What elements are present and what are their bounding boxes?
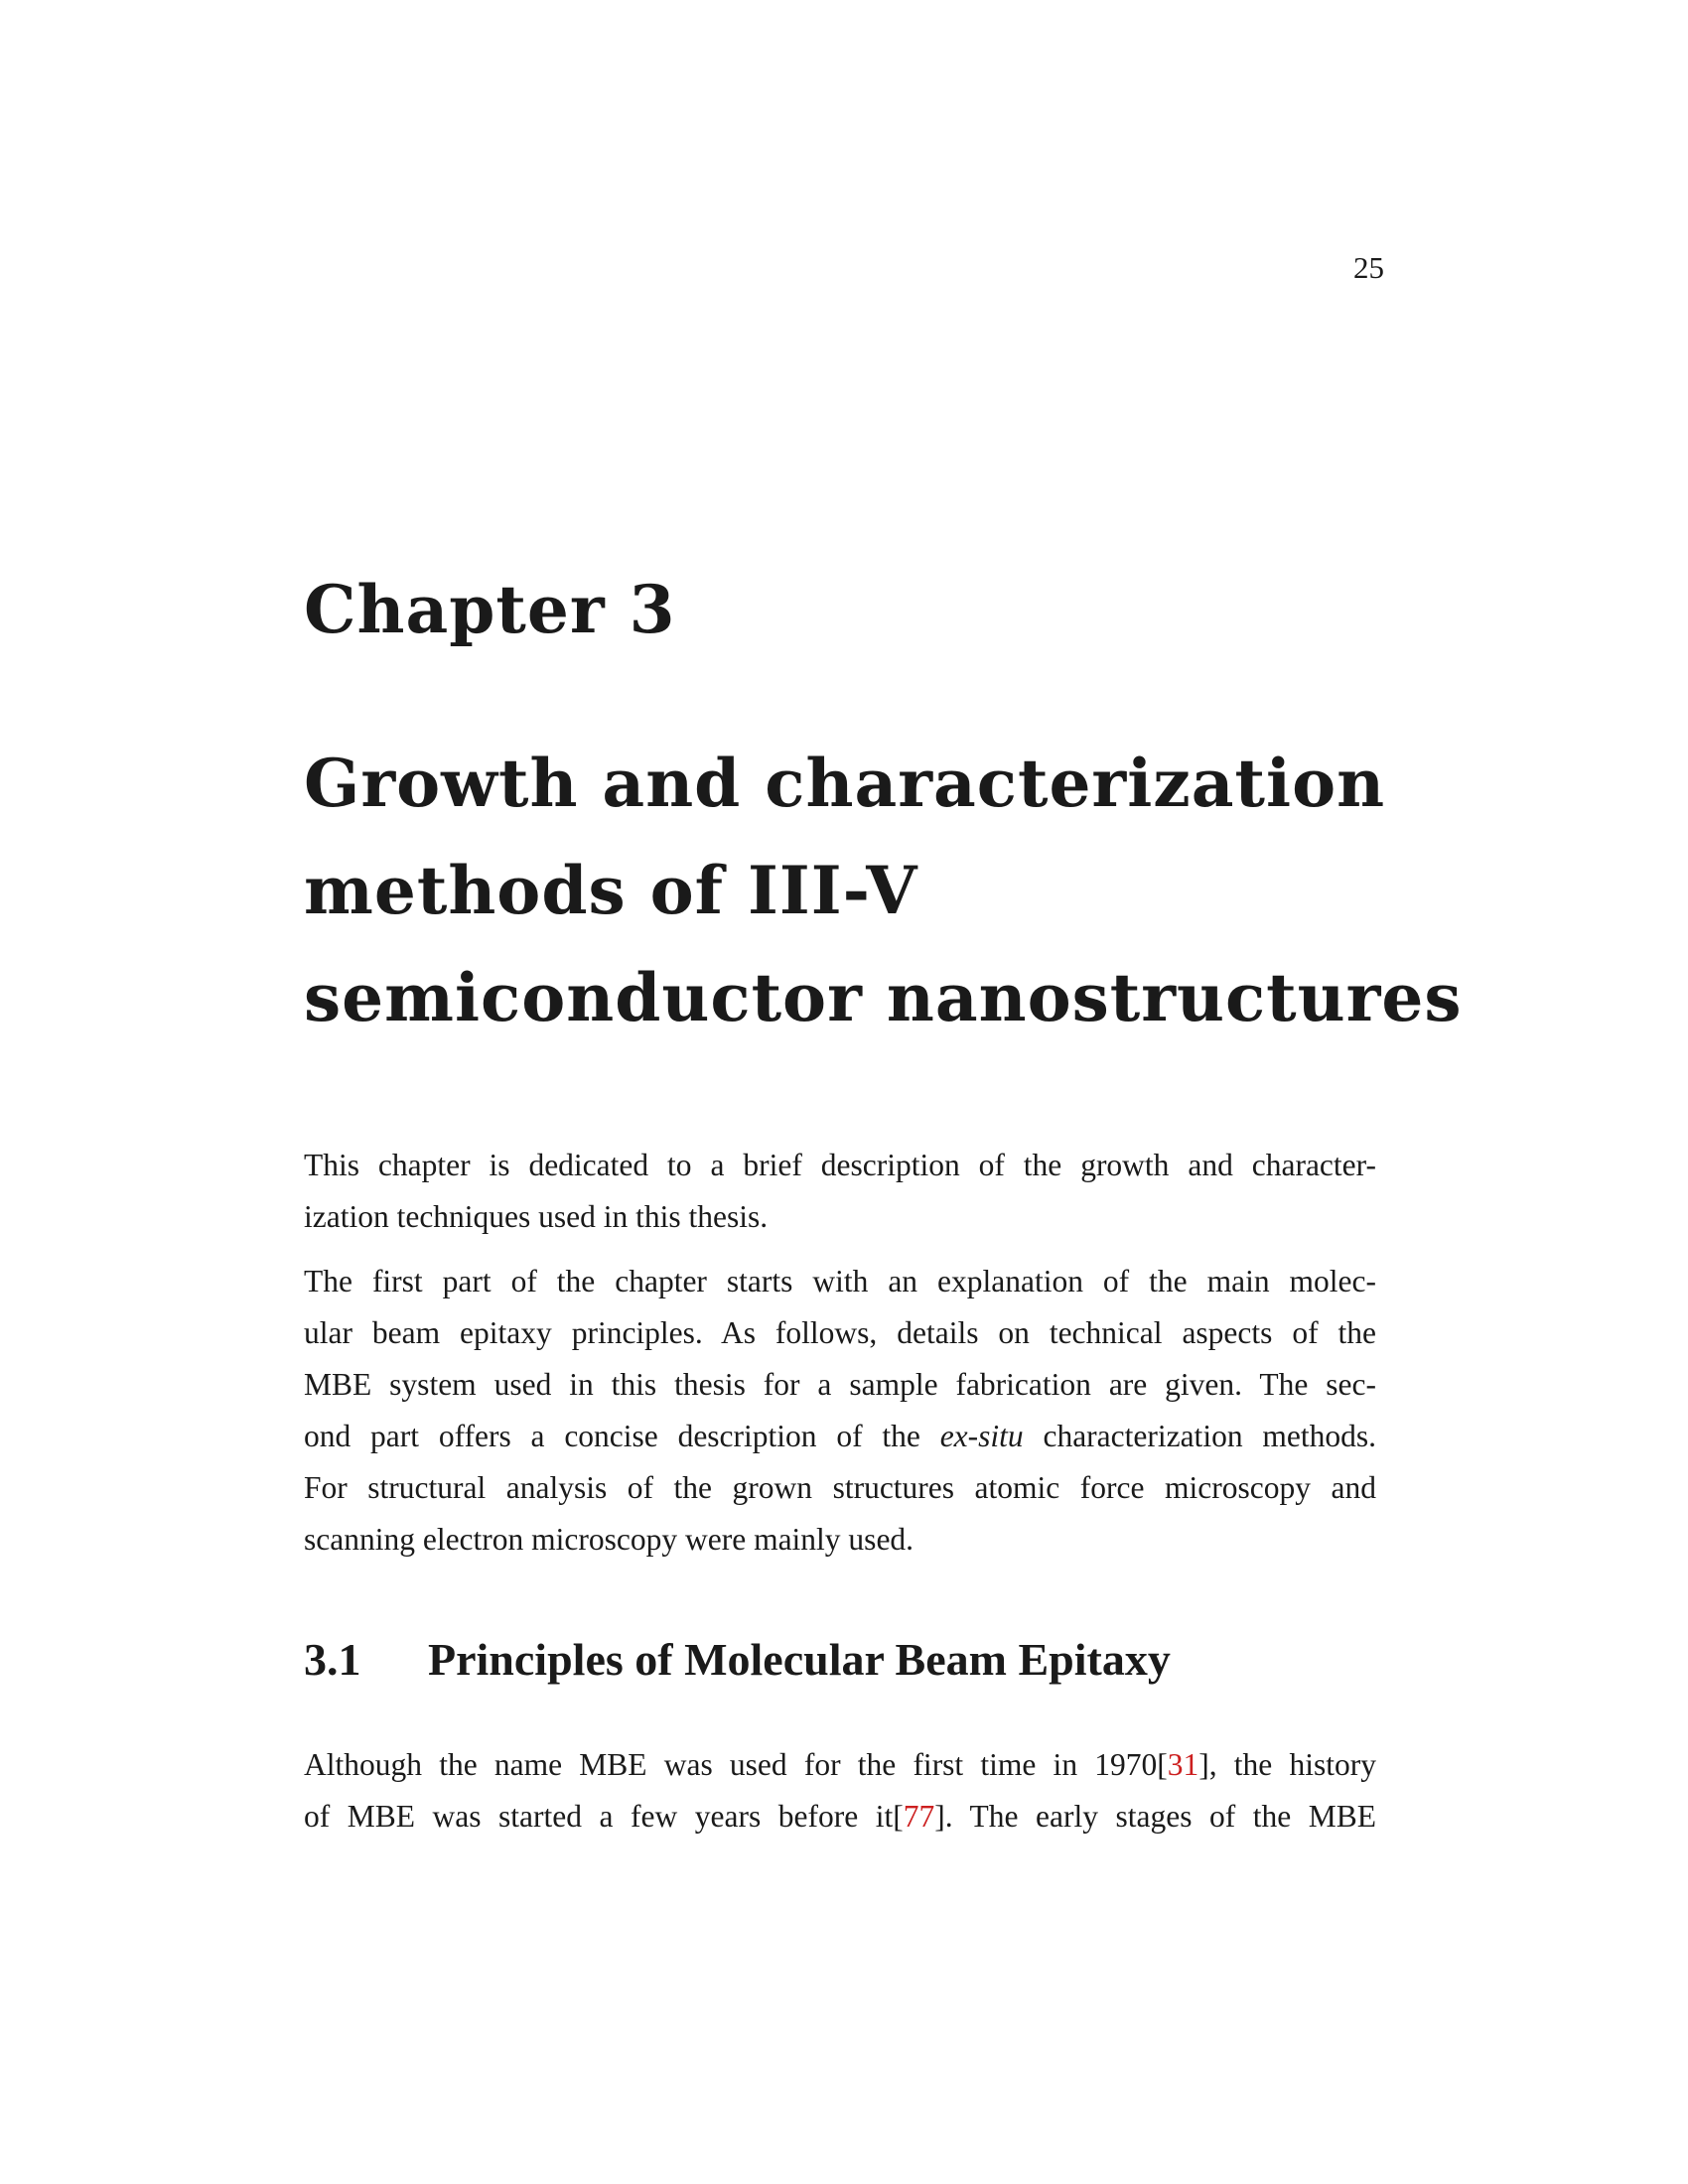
- details-paragraph: [304, 1256, 1376, 1566]
- paragraph-line: MBE system used in this thesis for a sample fabrication are given. The sec-: [304, 1367, 1376, 1402]
- section-title: Principles of Molecular Beam Epitaxy: [428, 1634, 1171, 1685]
- text-run: of MBE was started a few years before it[: [304, 1799, 904, 1834]
- text-run: ]. The early stages of the MBE: [934, 1799, 1376, 1834]
- text-run: ], the history: [1198, 1747, 1376, 1782]
- text-run: Although the name MBE was used for the first time in 1970[: [304, 1747, 1168, 1782]
- page-number: 25: [1353, 250, 1384, 285]
- chapter-label: Chapter 3: [304, 571, 676, 648]
- text-run: characterization methods.: [1023, 1419, 1376, 1453]
- citation-link[interactable]: 31: [1167, 1747, 1199, 1782]
- chapter-title-line: methods of III-V: [304, 852, 918, 929]
- chapter-title-line: semiconductor nanostructures: [304, 959, 1463, 1036]
- history-paragraph: [304, 1739, 1376, 1843]
- intro-paragraph: [304, 1140, 1376, 1243]
- paragraph-line: The first part of the chapter starts with an explanation of the main molec-: [304, 1264, 1376, 1298]
- paragraph-line: [304, 1411, 1376, 1462]
- citation-link[interactable]: 77: [903, 1799, 935, 1834]
- italic-term: ex-situ: [939, 1419, 1024, 1453]
- chapter-title: [304, 730, 1463, 1051]
- paragraph-line: This chapter is dedicated to a brief description of the growth and character-: [304, 1148, 1376, 1182]
- paragraph-line: [304, 1739, 1376, 1791]
- text-run: ond part offers a concise description of the: [304, 1419, 940, 1453]
- section-number: 3.1: [304, 1634, 361, 1685]
- chapter-title-line: Growth and characterization: [304, 745, 1386, 822]
- paragraph-line: For structural analysis of the grown structures atomic force microscopy and: [304, 1470, 1376, 1505]
- paragraph-line: [304, 1791, 1376, 1843]
- paragraph-line: ization techniques used in this thesis.: [304, 1199, 769, 1234]
- paragraph-line: ular beam epitaxy principles. As follows, details on technical aspects of the: [304, 1315, 1376, 1350]
- section-heading: [304, 1633, 1171, 1686]
- paragraph-line: scanning electron microscopy were mainly used.: [304, 1522, 914, 1557]
